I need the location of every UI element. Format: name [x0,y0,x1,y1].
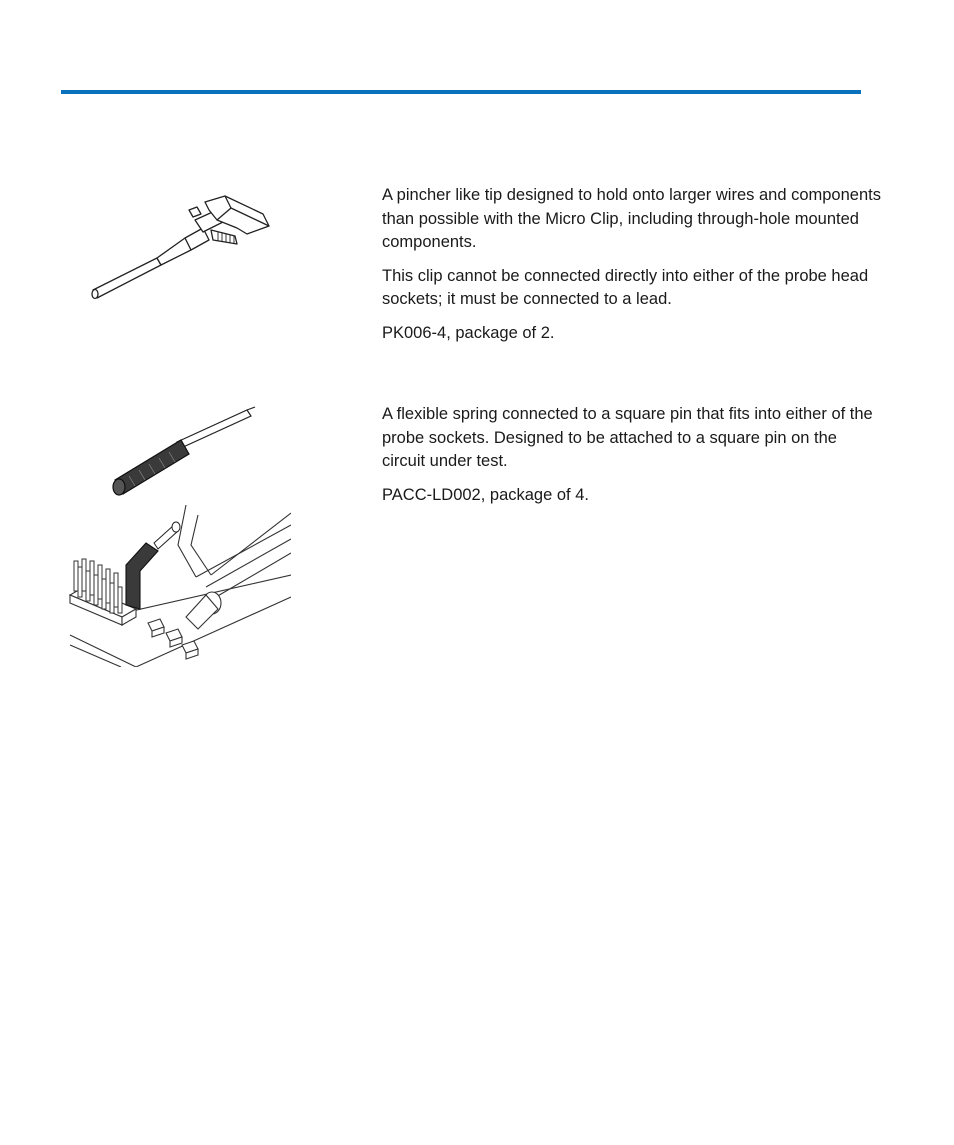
spring-lead-part-number: PACC-LD002, package of 4. [382,485,589,504]
pincher-tip-part-number: PK006-4, package of 2. [382,323,555,342]
spring-lead-illustration [105,402,260,500]
board-connection-illustration [66,505,291,667]
pincher-tip-note: This clip cannot be connected directly into either of the probe head sockets; it must be connected to a lead. [382,266,869,308]
header-rule [61,90,861,94]
grabber-clip-illustration [85,190,275,305]
pincher-tip-description [382,184,882,355]
spring-lead-intro: A flexible spring connected to a square pin that fits into either of the probe sockets. Designed to be attached to a square pin on the circuit under test. [382,405,873,470]
pincher-tip-intro: A pincher like tip designed to hold onto larger wires and components than possible with the Micro Clip, including through-hole mounted components. [382,186,881,251]
spring-lead-description [382,403,882,517]
